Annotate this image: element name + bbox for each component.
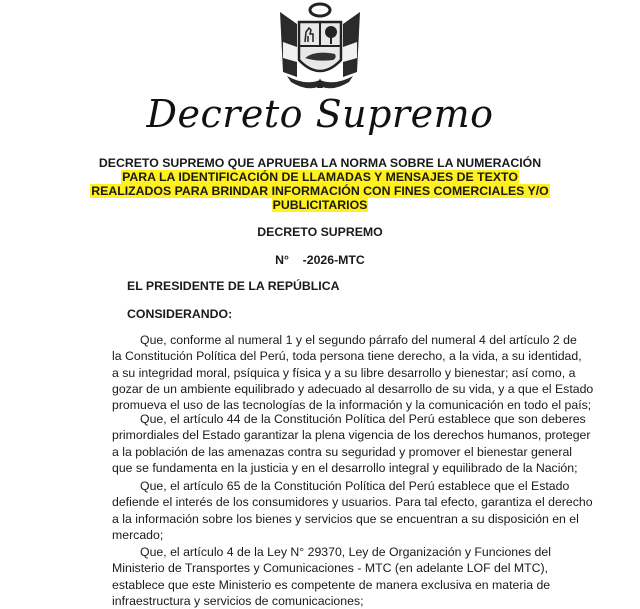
document-script-title: Decreto Supremo [146, 92, 494, 136]
heading-line-2 [0, 170, 640, 184]
decree-heading [0, 156, 640, 212]
highlighted-text: PUBLICITARIOS [272, 198, 368, 212]
peru-coat-of-arms-icon [275, 2, 365, 90]
highlighted-text: REALIZADOS PARA BRINDAR INFORMACIÓN CON FINES COMERCIALES Y/O [91, 184, 549, 198]
paragraph-3: Que, el artículo 65 de la Constitución Política del Perú establece que el Estado defiende el interés de los consumidores y usuarios. Para tal efecto, garantiza el derecho a la información sobre los bienes y servicios que se encuentran a su disposición en el mercado; [112, 479, 593, 542]
paragraph-1: Que, conforme al numeral 1 y el segundo párrafo del numeral 4 del artículo 2 de la Constitución Política del Perú, toda persona tiene derecho, a la vida, a su identidad, a su integridad moral, psíquica y física y a su libre desarrollo y bienestar; así como, a gozar de un ambiente equilibrado y adecuado al desarrollo de su vida, y a que el Estado promueva el uso de las tecnologías de la información y la comunicación en todo el país; [112, 333, 594, 413]
paragraph-4: Que, el artículo 4 de la Ley N° 29370, Ley de Organización y Funciones del Ministerio de Transportes y Comunicaciones - MTC (en adelante LOF del MTC), establece que este Ministerio es competente de manera exclusiva en materia de infraestructura y servicios de comunicaciones; [112, 545, 551, 608]
considerando-heading: CONSIDERANDO: [127, 307, 233, 321]
heading-line-3 [0, 184, 640, 198]
heading-line-4 [0, 198, 640, 212]
decree-label: DECRETO SUPREMO [257, 225, 383, 239]
decree-number: N° -2026-MTC [275, 253, 365, 267]
paragraph-2: Que, el artículo 44 de la Constitución Política del Perú establece que son deberes primordiales del Estado garantizar la plena vigencia de los derechos humanos, proteger a la población de las amenazas contra su seguridad y promover el bienestar general que se fundamenta en la justicia y en el desarrollo integral y equilibrado de la Nación; [112, 412, 591, 475]
highlighted-text: PARA LA IDENTIFICACIÓN DE LLAMADAS Y MENSAJES DE TEXTO [122, 170, 518, 184]
president-heading: EL PRESIDENTE DE LA REPÚBLICA [127, 279, 340, 293]
heading-line-1: DECRETO SUPREMO QUE APRUEBA LA NORMA SOBRE LA NUMERACIÓN [98, 156, 542, 170]
